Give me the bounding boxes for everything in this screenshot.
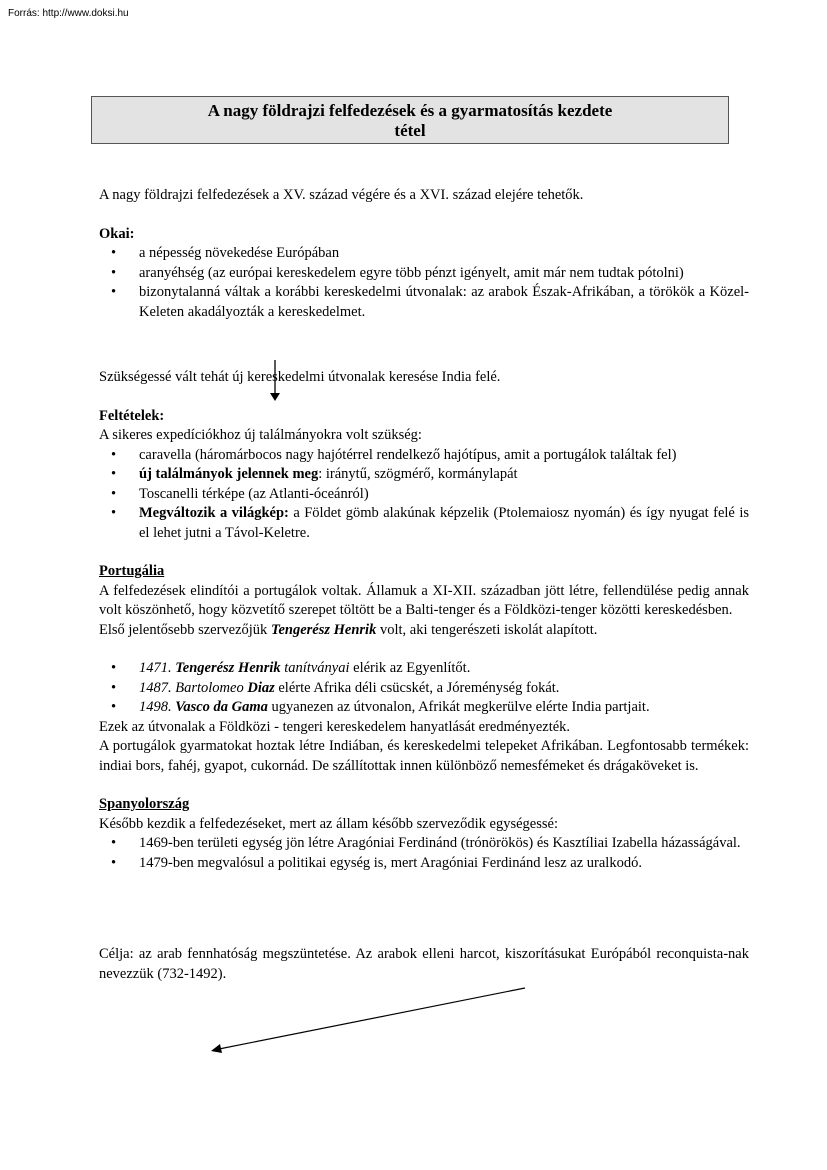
- spain-intro: Később kezdik a felfedezéseket, mert az állam később szerveződik egységessé:: [99, 815, 558, 832]
- list-item: [99, 679, 749, 699]
- intro-paragraph: A nagy földrajzi felfedezések a XV. század végére és a XVI. század elejére tehetők.: [99, 187, 584, 203]
- list-item: • caravella (háromárbocos nagy hajótérrel rendelkező hajótípus, amit a portugálok találtak fel): [99, 446, 749, 466]
- year-text: 1487. Bartolomeo: [139, 679, 248, 696]
- spain-list: [99, 834, 749, 873]
- page-title: A nagy földrajzi felfedezések és a gyarmatosítás kezdete: [207, 101, 613, 120]
- text: elérte Afrika déli csücskét, a Jóreménység fokát.: [274, 679, 560, 696]
- portugal-paragraph: Ezek az útvonalak a Földközi - tengeri kereskedelem hanyatlását eredményezték.: [99, 718, 571, 735]
- name-text: Tengerész Henrik: [175, 660, 281, 676]
- conditions-intro: A sikeres expedíciókhoz új találmányokra volt szükség:: [99, 427, 422, 443]
- portugal-paragraph: A felfedezések elindítói a portugálok voltak. Államuk a XI-XII. században jött létre, fellendülése pedig annak volt köszönhető, hogy közvetítő szerepet töltött be a Balti-tenger és a Földközi-tenger közötti kereskedésben.: [99, 582, 749, 618]
- causes-heading: Okai:: [99, 225, 135, 242]
- text: volt, aki tengerészeti iskolát alapított.: [376, 621, 598, 638]
- title-box: [91, 96, 729, 144]
- document-body: [99, 186, 749, 984]
- text: elérik az Egyenlítőt.: [349, 660, 471, 676]
- text: Első jelentősebb szervezőjük: [99, 621, 271, 638]
- list-item: • bizonytalanná váltak a korábbi kereskedelmi útvonalak: az arabok Észak-Afrikában, a törökök a Közel-Keleten akadályozták a kereskedelmet.: [99, 283, 749, 322]
- spain-heading: Spanyolország: [99, 796, 190, 812]
- page-subtitle: tétel: [394, 121, 426, 140]
- spain-goal: Célja: az arab fennhatóság megszüntetése. Az arabok elleni harcot, kiszorításukat Európából reconquista-nak nevezzük (732-1492).: [99, 946, 749, 982]
- list-item: [99, 698, 749, 718]
- causes-conclusion: Szükségessé vált tehát új kereskedelmi útvonalak keresése India felé.: [99, 369, 501, 385]
- portugal-paragraph: A portugálok gyarmatokat hoztak létre Indiában, és kereskedelmi telepeket Afrikában. Legfontosabb termékek: indiai bors, fahéj, gyapot, cukornád. De szállítottak innen különböző nemesfémeket és drágaköveket is.: [99, 738, 749, 774]
- conditions-heading: Feltételek:: [99, 407, 165, 424]
- source-note: Forrás: http://www.doksi.hu: [8, 8, 129, 19]
- list-item: [99, 659, 749, 679]
- text: ugyanezen az útvonalon, Afrikát megkerülve elérte India partjait.: [267, 699, 650, 715]
- bold-text: Megváltozik a világkép:: [139, 505, 289, 521]
- list-item: • Toscanelli térképe (az Atlanti-óceánról): [99, 485, 749, 505]
- list-item: [99, 504, 749, 543]
- name-text: Vasco da Gama: [175, 699, 268, 715]
- text: : iránytű, szögmérő, kormánylapát: [318, 466, 518, 482]
- causes-list: [99, 244, 749, 322]
- list-item: [99, 465, 749, 485]
- list-item: • a népesség növekedése Európában: [99, 244, 749, 264]
- year-text: 1498.: [139, 699, 176, 715]
- year-text: 1471.: [139, 660, 176, 676]
- list-item: • aranyéhség (az európai kereskedelem egyre több pénzt igényelt, amit már nem tudtak pótolni): [99, 264, 749, 284]
- portugal-events: [99, 659, 749, 718]
- name-text: Diaz: [247, 679, 275, 696]
- list-item: • 1469-ben területi egység jön létre Aragóniai Ferdinánd (trónörökös) és Kasztíliai Izabella házasságával.: [99, 834, 749, 854]
- text: tanítványai: [280, 660, 350, 676]
- bold-text: új találmányok jelennek meg: [139, 466, 319, 482]
- portugal-paragraph: [99, 621, 749, 641]
- list-item: • 1479-ben megvalósul a politikai egység is, mert Aragóniai Ferdinánd lesz az uralkodó.: [99, 854, 749, 874]
- arrow-diagonal-icon: [205, 985, 530, 1055]
- text: a Földet gömb alakúnak képzelik (Ptolemaiosz nyomán) és így nyugat felé is el lehet jutni a Távol-Keletre.: [139, 505, 749, 541]
- conditions-list: [99, 446, 749, 544]
- portugal-heading: Portugália: [99, 563, 165, 579]
- name-text: Tengerész Henrik: [270, 621, 377, 638]
